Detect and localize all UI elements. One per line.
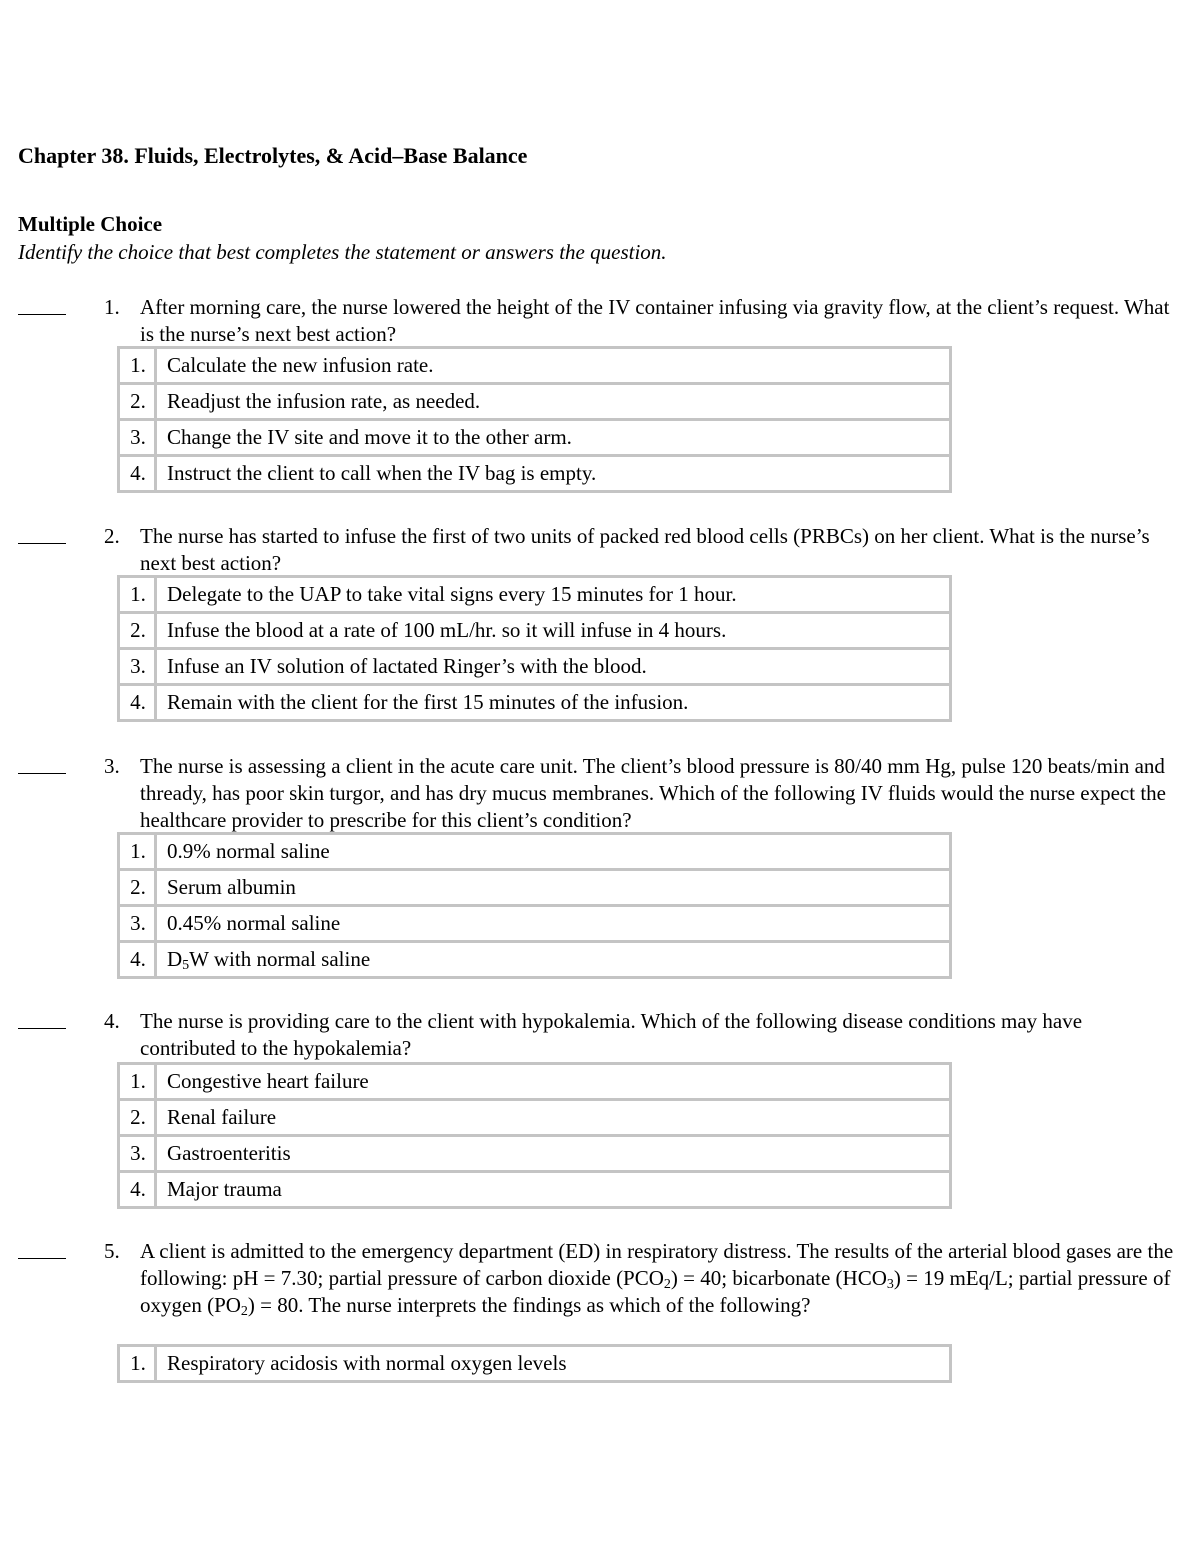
choice-text: Respiratory acidosis with normal oxygen levels xyxy=(156,1346,951,1382)
answer-blank[interactable] xyxy=(18,543,66,544)
choice-number: 4. xyxy=(119,685,156,721)
stem-subscript: 2 xyxy=(663,1277,671,1292)
choice-row[interactable] xyxy=(119,649,951,685)
choice-row[interactable] xyxy=(119,870,951,906)
choice-row[interactable] xyxy=(119,348,951,384)
choice-number: 3. xyxy=(119,649,156,685)
choices-table xyxy=(117,346,952,493)
choice-text: Infuse the blood at a rate of 100 mL/hr. so it will infuse in 4 hours. xyxy=(156,613,951,649)
choice-text: Delegate to the UAP to take vital signs every 15 minutes for 1 hour. xyxy=(156,577,951,613)
choice-text: Serum albumin xyxy=(156,870,951,906)
choice-text: Gastroenteritis xyxy=(156,1136,951,1172)
choice-number: 1. xyxy=(119,577,156,613)
choice-row[interactable] xyxy=(119,456,951,492)
choice-text-subscript: 5 xyxy=(182,958,190,973)
choice-text: 0.45% normal saline xyxy=(156,906,951,942)
choice-number: 4. xyxy=(119,1172,156,1208)
stem-subscript: 2 xyxy=(240,1304,248,1319)
choice-number: 1. xyxy=(119,1064,156,1100)
choice-text: Change the IV site and move it to the other arm. xyxy=(156,420,951,456)
choice-text: Congestive heart failure xyxy=(156,1064,951,1100)
stem-subscript: 3 xyxy=(886,1277,894,1292)
choice-row[interactable] xyxy=(119,1100,951,1136)
choice-number: 4. xyxy=(119,942,156,978)
choice-row[interactable] xyxy=(119,1346,951,1382)
choice-row[interactable] xyxy=(119,613,951,649)
choices-table xyxy=(117,1062,952,1209)
choice-row[interactable] xyxy=(119,942,951,978)
choice-number: 2. xyxy=(119,384,156,420)
choice-number: 3. xyxy=(119,1136,156,1172)
choices-table xyxy=(117,575,952,722)
question-stem: The nurse has started to infuse the first of two units of packed red blood cells (PRBCs) on her client. What is the nurse’s next best action? xyxy=(140,524,1150,575)
stem-part: ) = 19 mEq/L; partial pressure of oxygen (PO xyxy=(140,1266,1171,1317)
choice-row[interactable] xyxy=(119,1136,951,1172)
answer-blank[interactable] xyxy=(18,314,66,315)
stem-part: ) = 80. The nurse interprets the findings as which of the following? xyxy=(247,1293,811,1317)
question-number: 3. xyxy=(104,754,120,778)
choice-text: Remain with the client for the first 15 minutes of the infusion. xyxy=(156,685,951,721)
choice-text: Major trauma xyxy=(156,1172,951,1208)
choice-number: 4. xyxy=(119,456,156,492)
choice-row[interactable] xyxy=(119,384,951,420)
question-number: 1. xyxy=(104,295,120,319)
question-stem: The nurse is assessing a client in the acute care unit. The client’s blood pressure is 80/40 mm Hg, pulse 120 beats/min and thready, has poor skin turgor, and has dry mucus membranes. Which of the following IV fluids would the nurse expect the healthcare provider to prescribe for this client’s condition? xyxy=(140,754,1166,832)
stem-part: A client is admitted to the emergency department (ED) in respiratory distress. The results of the arterial blood gases are the following: pH = 7.30; partial pressure of carbon dioxide (PCO xyxy=(140,1239,1174,1290)
choice-text: Instruct the client to call when the IV bag is empty. xyxy=(156,456,951,492)
question-number: 2. xyxy=(104,524,120,548)
instructions-text: Identify the choice that best completes the statement or answers the question. xyxy=(18,240,667,264)
question-number: 5. xyxy=(104,1239,120,1263)
choice-row[interactable] xyxy=(119,1064,951,1100)
choice-row[interactable] xyxy=(119,577,951,613)
answer-blank[interactable] xyxy=(18,1028,66,1029)
choice-number: 1. xyxy=(119,834,156,870)
answer-blank[interactable] xyxy=(18,773,66,774)
choice-number: 3. xyxy=(119,906,156,942)
question-number: 4. xyxy=(104,1009,120,1033)
section-title: Multiple Choice xyxy=(18,212,163,236)
stem-part: ) = 40; bicarbonate (HCO xyxy=(670,1266,887,1290)
choice-row[interactable] xyxy=(119,906,951,942)
choice-text: Renal failure xyxy=(156,1100,951,1136)
choice-row[interactable] xyxy=(119,685,951,721)
question-stem: After morning care, the nurse lowered the height of the IV container infusing via gravity flow, at the client’s request. What is the nurse’s next best action? xyxy=(140,295,1170,346)
choice-text: Calculate the new infusion rate. xyxy=(156,348,951,384)
choice-text-part: W with normal saline xyxy=(189,947,371,971)
choice-number: 2. xyxy=(119,613,156,649)
choice-number: 3. xyxy=(119,420,156,456)
choice-text: Infuse an IV solution of lactated Ringer’s with the blood. xyxy=(156,649,951,685)
choice-row[interactable] xyxy=(119,420,951,456)
choice-number: 2. xyxy=(119,870,156,906)
question-stem xyxy=(140,1238,1180,1319)
choice-number: 2. xyxy=(119,1100,156,1136)
choice-row[interactable] xyxy=(119,834,951,870)
choice-text xyxy=(156,942,951,978)
choices-table xyxy=(117,1344,952,1383)
choice-row[interactable] xyxy=(119,1172,951,1208)
choice-number: 1. xyxy=(119,348,156,384)
chapter-title: Chapter 38. Fluids, Electrolytes, & Acid–Base Balance xyxy=(18,143,528,168)
choice-text: Readjust the infusion rate, as needed. xyxy=(156,384,951,420)
choice-text: 0.9% normal saline xyxy=(156,834,951,870)
answer-blank[interactable] xyxy=(18,1258,66,1259)
question-stem: The nurse is providing care to the client with hypokalemia. Which of the following disease conditions may have contributed to the hypokalemia? xyxy=(140,1009,1083,1060)
choices-table xyxy=(117,832,952,979)
choice-number: 1. xyxy=(119,1346,156,1382)
choice-text-part: D xyxy=(167,947,183,971)
